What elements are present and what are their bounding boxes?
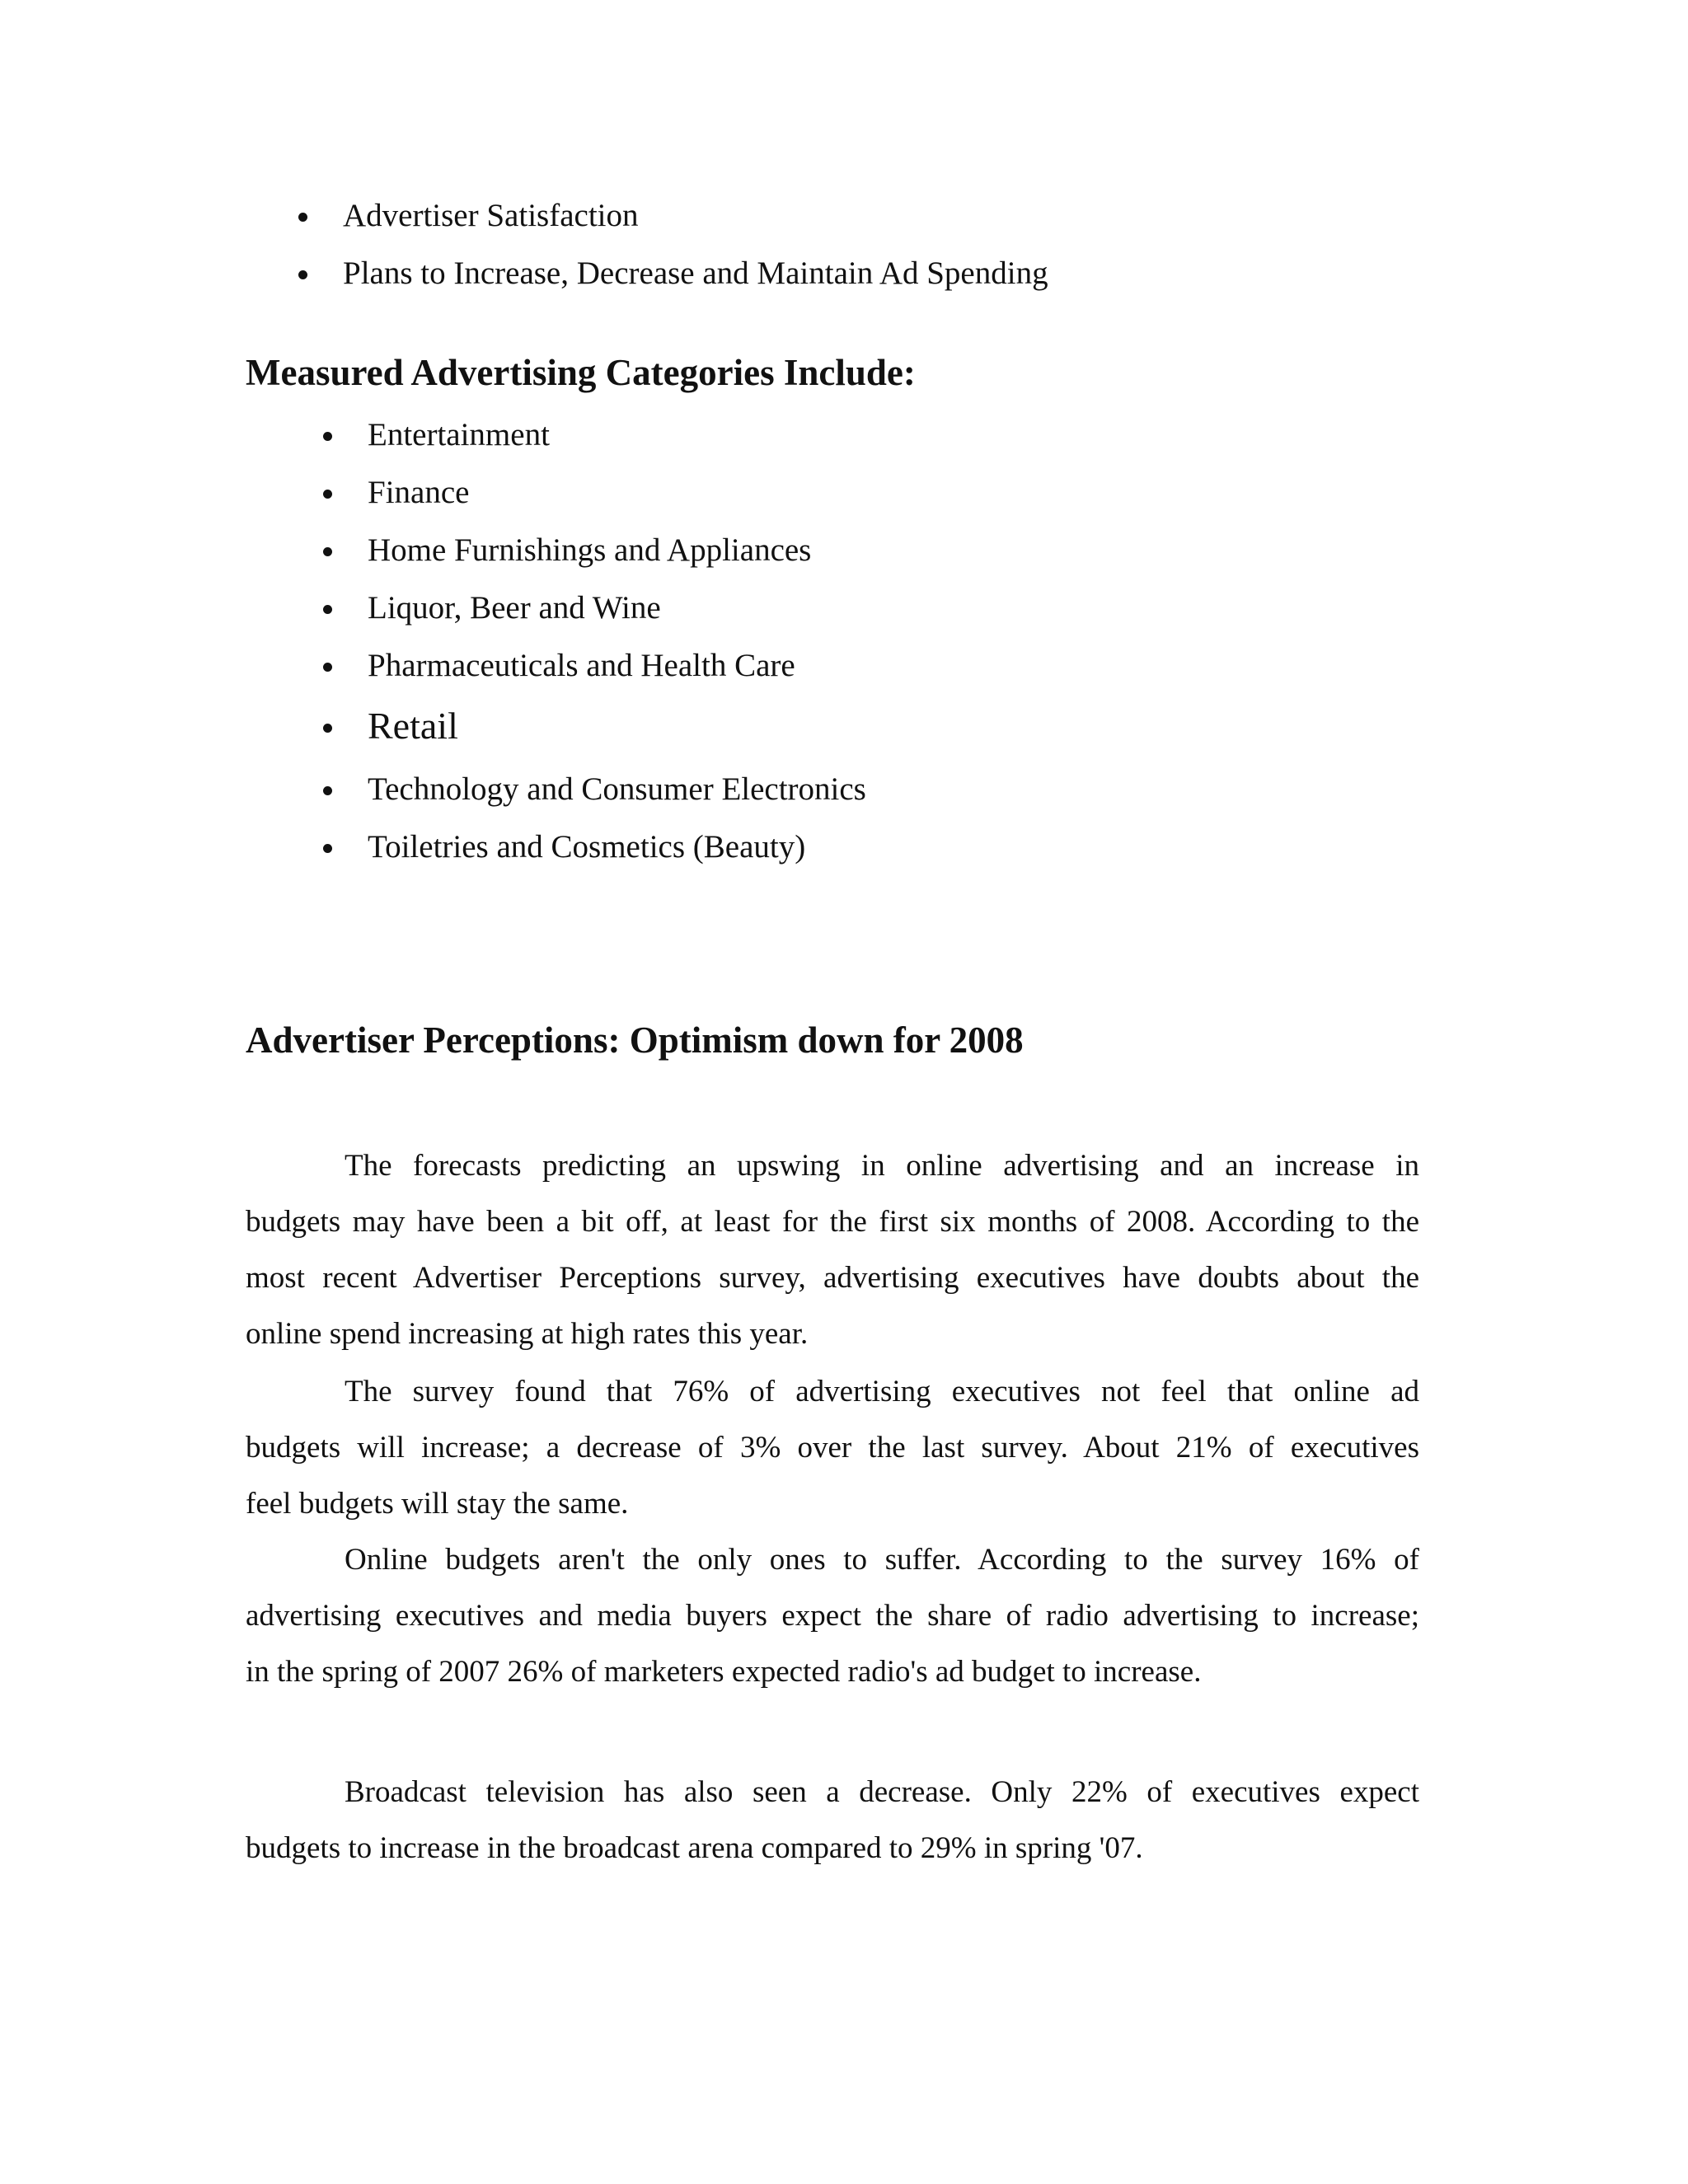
paragraph-line: budgets to increase in the broadcast arena compared to 29% in spring '07. — [246, 1831, 1143, 1865]
section-heading: Advertiser Perceptions: Optimism down for 2008 — [246, 1019, 1024, 1061]
list-item — [368, 704, 458, 748]
paragraph-line: The forecasts predicting an upswing in online advertising and an increase in — [345, 1149, 1419, 1183]
paragraph-line: most recent Advertiser Perceptions survey, advertising executives have doubts about the — [246, 1261, 1419, 1295]
list-item-text: Advertiser Satisfaction — [343, 198, 639, 233]
bullet-icon — [323, 547, 332, 556]
paragraph-line: in the spring of 2007 26% of marketers expected radio's ad budget to increase. — [246, 1655, 1202, 1689]
paragraph-line: Online budgets aren't the only ones to suffer. According to the survey 16% of — [345, 1543, 1419, 1577]
list-item-text: Finance — [368, 475, 470, 510]
paragraph-line: The survey found that 76% of advertising executives not feel that online ad — [345, 1375, 1419, 1408]
bullet-icon — [298, 213, 307, 222]
bullet-icon — [323, 605, 332, 614]
bullet-icon — [298, 270, 307, 279]
paragraph-line: budgets will increase; a decrease of 3% over the last survey. About 21% of executives — [246, 1431, 1419, 1465]
paragraph-line: advertising executives and media buyers expect the share of radio advertising to increase; — [246, 1599, 1419, 1633]
list-item — [343, 254, 1048, 293]
list-item-text: Retail — [368, 705, 458, 747]
paragraph-line: online spend increasing at high rates this year. — [246, 1317, 809, 1351]
bullet-icon — [323, 844, 332, 853]
list-item — [368, 531, 811, 570]
bullet-icon — [323, 490, 332, 499]
list-item — [368, 415, 550, 455]
list-item-text: Entertainment — [368, 417, 550, 452]
list-item — [368, 827, 805, 867]
list-item-text: Home Furnishings and Appliances — [368, 532, 812, 568]
categories-heading: Measured Advertising Categories Include: — [246, 352, 916, 393]
paragraph-line: feel budgets will stay the same. — [246, 1487, 629, 1521]
bullet-icon — [323, 432, 332, 441]
list-item-text: Toiletries and Cosmetics (Beauty) — [368, 829, 806, 865]
list-item-text: Plans to Increase, Decrease and Maintain Ad Spending — [343, 255, 1048, 291]
bullet-icon — [323, 663, 332, 672]
list-item — [368, 646, 795, 686]
list-item — [343, 196, 638, 236]
list-item — [368, 770, 866, 809]
bullet-icon — [323, 786, 332, 795]
list-item — [368, 473, 469, 513]
paragraph-line: budgets may have been a bit off, at least for the first six months of 2008. According to the — [246, 1205, 1419, 1239]
list-item-text: Technology and Consumer Electronics — [368, 771, 866, 807]
paragraph-line: Broadcast television has also seen a decrease. Only 22% of executives expect — [345, 1775, 1419, 1809]
list-item-text: Pharmaceuticals and Health Care — [368, 648, 795, 683]
list-item — [368, 588, 661, 628]
list-item-text: Liquor, Beer and Wine — [368, 590, 661, 626]
bullet-icon — [323, 724, 332, 733]
